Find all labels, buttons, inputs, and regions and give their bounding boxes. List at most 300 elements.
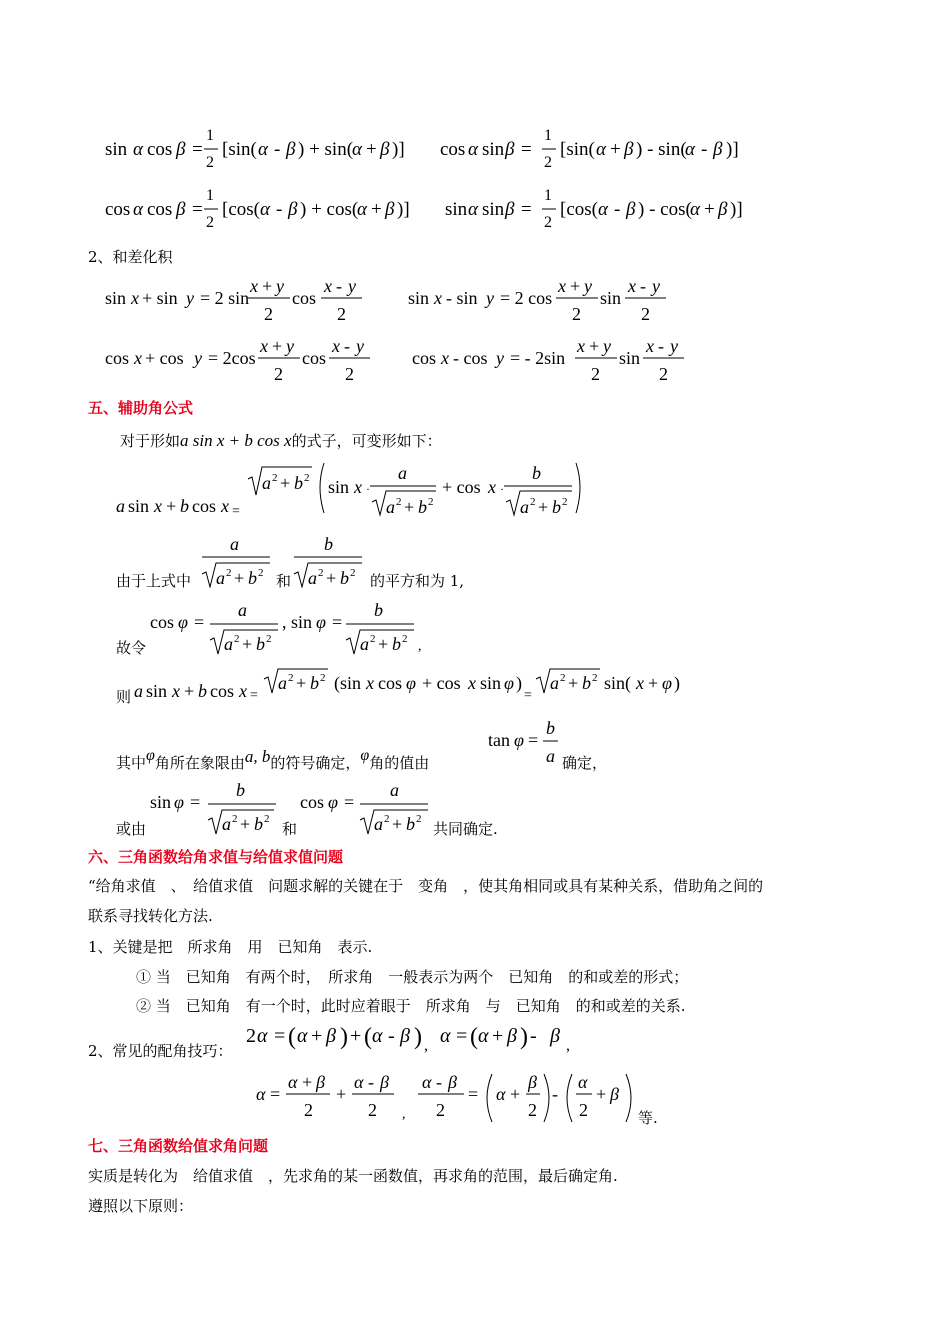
svg-text:=: = xyxy=(250,688,258,703)
svg-text:2: 2 xyxy=(560,672,566,684)
svg-text:+ cos: + cos xyxy=(442,477,481,497)
phi-symbol-2: φ xyxy=(360,747,370,764)
svg-text:+: + xyxy=(326,568,337,588)
svg-text:= 2 sin: = 2 sin xyxy=(200,288,250,308)
svg-text:x: x xyxy=(260,336,268,356)
svg-text:2: 2 xyxy=(206,214,214,231)
svg-text:=: = xyxy=(270,1084,281,1104)
section6-case-1: ① 当 已知角 有两个时， 所求角 一般表示为两个 已知角 的和或差的形式； xyxy=(136,968,689,986)
svg-text:y: y xyxy=(670,336,678,356)
svg-text:+: + xyxy=(492,1025,504,1047)
svg-text:=: = xyxy=(344,792,355,812)
svg-text:β: β xyxy=(385,199,395,220)
section-heading-auxiliary-angle: 五、辅助角公式 xyxy=(88,399,194,417)
svg-text:[sin(: [sin( xyxy=(560,139,595,160)
svg-text:a: a xyxy=(386,497,395,517)
svg-text:x: x xyxy=(646,336,654,356)
svg-text:α: α xyxy=(354,1072,364,1092)
svg-text:α: α xyxy=(260,199,270,220)
tan-phi-formula xyxy=(486,716,566,772)
svg-text:α: α xyxy=(422,1072,432,1092)
svg-text:+: + xyxy=(392,814,403,834)
svg-text:=: = xyxy=(528,730,539,750)
svg-text:+ cos: + cos xyxy=(145,348,184,368)
sin-phi-formula xyxy=(146,778,276,836)
svg-text:sin: sin xyxy=(146,681,168,701)
svg-text:-: - xyxy=(552,1084,558,1104)
svg-text:+: + xyxy=(302,1072,313,1092)
svg-text:2: 2 xyxy=(591,364,600,384)
svg-text:-: - xyxy=(436,1072,442,1092)
phi-symbol: φ xyxy=(146,747,155,764)
section6-paragraph-5: 2、常见的配角技巧： xyxy=(88,1042,233,1060)
svg-text:+: + xyxy=(568,673,579,693)
svg-text:2: 2 xyxy=(320,672,326,684)
svg-text:b: b xyxy=(418,497,427,517)
svg-text:-: - xyxy=(368,1072,374,1092)
svg-text:β: β xyxy=(176,199,186,220)
svg-text:b: b xyxy=(180,496,189,516)
svg-text:x: x xyxy=(239,681,247,701)
svg-text:φ: φ xyxy=(316,612,326,632)
section7-paragraph-1: 实质是转化为 给值求值 ，先求角的某一函数值，再求角的范围，最后确定角. xyxy=(88,1167,618,1185)
svg-text:b: b xyxy=(532,463,541,483)
svg-text:+: + xyxy=(538,497,549,517)
and-word: 和 xyxy=(276,572,292,590)
svg-text:sin: sin xyxy=(482,139,505,160)
svg-text:a: a xyxy=(390,780,399,800)
svg-text:2: 2 xyxy=(304,472,310,484)
svg-text:y: y xyxy=(584,276,592,296)
svg-text:2: 2 xyxy=(274,364,283,384)
svg-text:cos: cos xyxy=(412,348,436,368)
svg-text:) + sin(: ) + sin( xyxy=(298,139,354,160)
svg-text:-: - xyxy=(344,336,350,356)
svg-text:x: x xyxy=(441,348,449,368)
etc-word: 等. xyxy=(638,1109,658,1127)
svg-text:φ: φ xyxy=(504,673,514,693)
svg-text:1: 1 xyxy=(544,187,552,204)
svg-text:x: x xyxy=(636,673,644,693)
svg-text:2: 2 xyxy=(258,567,264,579)
auxiliary-angle-expansion xyxy=(110,455,610,525)
svg-text:b: b xyxy=(406,814,415,834)
svg-text:α: α xyxy=(352,139,362,160)
svg-text:x: x xyxy=(354,477,362,497)
svg-text:cos: cos xyxy=(105,348,129,368)
svg-text:cos: cos xyxy=(378,673,402,693)
svg-text:α: α xyxy=(598,199,608,220)
fraction-b-over-root xyxy=(290,532,370,588)
svg-text:x: x xyxy=(332,336,340,356)
svg-text:β: β xyxy=(176,139,186,160)
svg-text:2: 2 xyxy=(562,496,568,508)
svg-text:β: β xyxy=(505,199,515,220)
svg-text:β: β xyxy=(610,1084,619,1104)
a-b-symbols: a, b xyxy=(244,747,271,766)
section6-paragraph-1: “给角求值 、 给值求值 问题求解的关键在于 变角 ，使其角相同或具有某种关系，借助角之间的 xyxy=(88,877,764,895)
svg-text:+: + xyxy=(242,634,253,654)
svg-text:(: ( xyxy=(288,1024,296,1050)
svg-text:a: a xyxy=(550,673,559,693)
svg-text:,: , xyxy=(424,1037,428,1054)
svg-text:a: a xyxy=(520,497,529,517)
svg-text:-: - xyxy=(614,199,621,220)
svg-text:b: b xyxy=(546,718,555,738)
svg-text:, sin: , sin xyxy=(282,612,313,632)
svg-text:β: β xyxy=(448,1072,457,1092)
svg-text:= - 2sin: = - 2sin xyxy=(510,348,566,368)
svg-text:(: ( xyxy=(470,1024,478,1050)
svg-text:): ) xyxy=(414,1024,422,1050)
section6-paragraph-1b: 联系寻找转化方法. xyxy=(88,907,213,925)
svg-text:=: = xyxy=(521,199,532,220)
svg-text:=: = xyxy=(332,612,343,632)
svg-text:cos: cos xyxy=(292,288,316,308)
svg-text:+: + xyxy=(596,1084,607,1104)
svg-text:2: 2 xyxy=(659,364,668,384)
then-word: 则 xyxy=(116,688,132,706)
svg-text:β: β xyxy=(505,139,515,160)
svg-text:= 2cos: = 2cos xyxy=(208,348,256,368)
svg-text:[sin(: [sin( xyxy=(222,139,257,160)
svg-text:cos: cos xyxy=(300,792,324,812)
svg-text:2: 2 xyxy=(246,1025,256,1047)
svg-text:)]: )] xyxy=(726,139,739,160)
svg-text:y: y xyxy=(496,348,504,368)
svg-text:-: - xyxy=(530,1025,537,1047)
svg-text:)]: )] xyxy=(392,139,405,160)
svg-text:+: + xyxy=(404,497,415,517)
svg-text:α: α xyxy=(440,1025,451,1047)
svg-text:β: β xyxy=(326,1025,336,1047)
svg-text:b: b xyxy=(582,673,591,693)
svg-text:2: 2 xyxy=(402,633,408,645)
svg-text:φ: φ xyxy=(174,792,184,812)
svg-text:α: α xyxy=(478,1025,489,1047)
and-word-2: 和 xyxy=(282,820,298,838)
svg-text:+: + xyxy=(610,139,621,160)
svg-text:β: β xyxy=(718,199,728,220)
svg-text:α: α xyxy=(133,139,143,160)
svg-text:y: y xyxy=(356,336,364,356)
fraction-a-over-root xyxy=(198,532,278,588)
svg-text:x: x xyxy=(250,276,258,296)
svg-text:x: x xyxy=(366,673,374,693)
svg-text:)]: )] xyxy=(730,199,743,220)
svg-text:2: 2 xyxy=(436,1100,445,1120)
svg-text:a: a xyxy=(238,600,247,620)
svg-text:a: a xyxy=(116,496,125,516)
angle-technique-formula-1 xyxy=(244,1020,584,1056)
svg-text:y: y xyxy=(276,276,284,296)
svg-text:β: β xyxy=(316,1072,325,1092)
svg-text:α: α xyxy=(468,199,478,220)
svg-text:φ: φ xyxy=(406,673,416,693)
svg-text:2: 2 xyxy=(304,1100,313,1120)
cos-phi-formula xyxy=(296,778,432,836)
quadrant-mid: 角所在象限由 xyxy=(154,754,245,772)
svg-text:β: β xyxy=(380,1072,389,1092)
svg-text:2: 2 xyxy=(272,472,278,484)
svg-text:y: y xyxy=(348,276,356,296)
svg-text:+: + xyxy=(510,1084,521,1104)
svg-text:α: α xyxy=(258,139,268,160)
because-suffix: 的平方和为 1, xyxy=(370,572,465,590)
svg-text:sin: sin xyxy=(128,496,150,516)
svg-text:-: - xyxy=(276,199,283,220)
svg-text:=: = xyxy=(524,688,532,703)
svg-text:sin: sin xyxy=(328,477,350,497)
intro-line xyxy=(120,430,442,451)
svg-text:sin: sin xyxy=(480,673,502,693)
svg-text:2: 2 xyxy=(530,496,536,508)
svg-text:a: a xyxy=(216,568,225,588)
svg-text:)]: )] xyxy=(397,199,410,220)
svg-text:a: a xyxy=(134,681,143,701)
svg-text:=: = xyxy=(468,1084,479,1104)
svg-text:cos: cos xyxy=(192,496,216,516)
svg-text:-: - xyxy=(388,1025,395,1047)
intro-suffix: 的式子，可变形如下： xyxy=(291,432,442,450)
svg-text:-: - xyxy=(336,276,342,296)
svg-text:2: 2 xyxy=(544,214,552,231)
svg-text:b: b xyxy=(552,497,561,517)
svg-text:cos: cos xyxy=(302,348,326,368)
section-heading-angle-value: 六、三角函数给角求值与给值求值问题 xyxy=(88,848,344,866)
quadrant-mid2: 的符号确定， xyxy=(270,754,361,772)
svg-text:-: - xyxy=(274,139,281,160)
svg-text:x: x xyxy=(577,336,585,356)
svg-text:a: a xyxy=(262,473,271,493)
svg-text:2: 2 xyxy=(579,1100,588,1120)
svg-text:y: y xyxy=(286,336,294,356)
svg-text:·: · xyxy=(366,482,370,496)
svg-text:b: b xyxy=(374,600,383,620)
svg-text:b: b xyxy=(254,814,263,834)
svg-text:sin: sin xyxy=(408,288,430,308)
svg-text:+: + xyxy=(648,673,659,693)
svg-text:cos: cos xyxy=(147,139,173,160)
svg-text:φ: φ xyxy=(662,673,672,693)
svg-text:2: 2 xyxy=(337,304,346,324)
svg-text:): ) xyxy=(340,1024,348,1050)
svg-text:x: x xyxy=(172,681,180,701)
svg-text:2: 2 xyxy=(226,567,232,579)
svg-text:[cos(: [cos( xyxy=(560,199,598,220)
svg-text:a: a xyxy=(224,634,233,654)
svg-text:2: 2 xyxy=(528,1100,537,1120)
svg-text:y: y xyxy=(194,348,202,368)
svg-text:b: b xyxy=(392,634,401,654)
svg-text:2: 2 xyxy=(572,304,581,324)
svg-text:b: b xyxy=(340,568,349,588)
svg-text:) - cos(: ) - cos( xyxy=(638,199,692,220)
product-to-sum-formulas xyxy=(100,122,820,237)
svg-text:sin: sin xyxy=(105,139,128,160)
svg-text:2: 2 xyxy=(288,672,294,684)
svg-text:2: 2 xyxy=(264,813,270,825)
svg-text:a: a xyxy=(308,568,317,588)
svg-text:α: α xyxy=(685,139,695,160)
svg-text:a: a xyxy=(278,673,287,693)
then-formula xyxy=(130,665,690,705)
svg-text:+: + xyxy=(311,1025,323,1047)
svg-text:,: , xyxy=(402,1107,406,1122)
svg-text:y: y xyxy=(486,288,494,308)
svg-text:[cos(: [cos( xyxy=(222,199,260,220)
svg-text:α: α xyxy=(133,199,143,220)
svg-text:β: β xyxy=(550,1025,560,1047)
svg-text:x: x xyxy=(558,276,566,296)
svg-text:sin: sin xyxy=(619,348,641,368)
svg-text:β: β xyxy=(286,139,296,160)
svg-text:α: α xyxy=(578,1072,588,1092)
svg-text:2: 2 xyxy=(641,304,650,324)
sum-to-product-title: 2、和差化积 xyxy=(88,248,173,266)
svg-text:+: + xyxy=(272,336,283,356)
svg-text:2: 2 xyxy=(428,496,434,508)
svg-text:2: 2 xyxy=(232,813,238,825)
svg-text:2: 2 xyxy=(384,813,390,825)
svg-text:2: 2 xyxy=(370,633,376,645)
svg-text:2: 2 xyxy=(350,567,356,579)
svg-text:x: x xyxy=(221,496,229,516)
svg-text:): ) xyxy=(520,1024,528,1050)
svg-text:φ: φ xyxy=(178,612,188,632)
svg-text:sin: sin xyxy=(482,199,505,220)
svg-text:=: = xyxy=(521,139,532,160)
svg-text:=: = xyxy=(192,139,203,160)
svg-text:x: x xyxy=(131,288,139,308)
svg-text:+: + xyxy=(280,473,291,493)
svg-text:β: β xyxy=(288,199,298,220)
or-by: 或由 xyxy=(116,820,147,838)
svg-text:2: 2 xyxy=(264,304,273,324)
svg-text:): ) xyxy=(674,673,680,693)
svg-text:x: x xyxy=(488,477,496,497)
svg-text:b: b xyxy=(198,681,207,701)
svg-text:β: β xyxy=(507,1025,517,1047)
svg-text:b: b xyxy=(310,673,319,693)
svg-text:): ) xyxy=(516,673,522,693)
svg-text:b: b xyxy=(294,473,303,493)
svg-text:=: = xyxy=(232,504,240,519)
svg-text:·: · xyxy=(500,482,504,496)
svg-text:φ: φ xyxy=(328,792,338,812)
svg-text:β: β xyxy=(380,139,390,160)
svg-text:(: ( xyxy=(364,1024,372,1050)
svg-text:) + cos(: ) + cos( xyxy=(300,199,359,220)
svg-text:β: β xyxy=(624,139,634,160)
svg-text:α: α xyxy=(372,1025,383,1047)
svg-text:2: 2 xyxy=(345,364,354,384)
svg-text:sin: sin xyxy=(445,199,468,220)
svg-text:α: α xyxy=(297,1025,308,1047)
svg-text:,: , xyxy=(418,639,422,654)
svg-text:2: 2 xyxy=(592,672,598,684)
svg-text:α: α xyxy=(690,199,700,220)
svg-text:β: β xyxy=(713,139,723,160)
angle-technique-formula-2 xyxy=(252,1066,642,1126)
svg-text:2: 2 xyxy=(416,813,422,825)
svg-text:tan: tan xyxy=(488,730,510,750)
section6-case-2: ② 当 已知角 有一个时，此时应着眼于 所求角 与 已知角 的和或差的关系. xyxy=(136,997,686,1015)
svg-text:sin: sin xyxy=(105,288,127,308)
svg-text:+ sin: + sin xyxy=(142,288,178,308)
svg-text:2: 2 xyxy=(318,567,324,579)
quadrant-line xyxy=(116,747,430,773)
svg-text:=: = xyxy=(274,1025,286,1047)
svg-text:=: = xyxy=(194,612,205,632)
let-cos-sin-phi xyxy=(146,598,436,658)
svg-text:+: + xyxy=(589,336,600,356)
svg-text:+: + xyxy=(336,1084,347,1104)
svg-text:cos: cos xyxy=(210,681,234,701)
svg-text:y: y xyxy=(186,288,194,308)
svg-text:a: a xyxy=(398,463,407,483)
intro-prefix: 对于形如 xyxy=(120,432,181,450)
svg-text:φ: φ xyxy=(514,730,524,750)
svg-text:b: b xyxy=(236,780,245,800)
svg-text:x: x xyxy=(434,288,442,308)
svg-text:β: β xyxy=(400,1025,410,1047)
svg-text:1: 1 xyxy=(206,187,214,204)
svg-text:x: x xyxy=(468,673,476,693)
let-word: 故令 xyxy=(116,639,147,657)
svg-text:2: 2 xyxy=(544,154,552,171)
svg-text:2: 2 xyxy=(396,496,402,508)
svg-text:+: + xyxy=(234,568,245,588)
svg-text:+: + xyxy=(184,681,195,701)
jointly-determined: 共同确定. xyxy=(433,820,498,838)
svg-text:x: x xyxy=(324,276,332,296)
svg-text:+: + xyxy=(366,139,377,160)
section-heading-find-angle: 七、三角函数给值求角问题 xyxy=(88,1137,269,1155)
svg-text:+: + xyxy=(166,496,177,516)
svg-text:α: α xyxy=(257,1025,268,1047)
svg-text:cos: cos xyxy=(147,199,173,220)
svg-text:cos: cos xyxy=(105,199,131,220)
quadrant-prefix: 其中 xyxy=(116,754,147,772)
svg-text:x: x xyxy=(154,496,162,516)
svg-text:α: α xyxy=(256,1084,266,1104)
svg-text:+: + xyxy=(704,199,715,220)
svg-text:+: + xyxy=(371,199,382,220)
svg-text:sin: sin xyxy=(600,288,622,308)
svg-text:=: = xyxy=(456,1025,468,1047)
svg-text:2: 2 xyxy=(368,1100,377,1120)
svg-text:=: = xyxy=(192,199,203,220)
svg-text:- cos: - cos xyxy=(453,348,488,368)
svg-text:b: b xyxy=(248,568,257,588)
quadrant-mid3: 角的值由 xyxy=(369,754,430,772)
svg-text:= 2 cos: = 2 cos xyxy=(500,288,553,308)
svg-text:b: b xyxy=(256,634,265,654)
svg-text:,: , xyxy=(566,1037,570,1054)
svg-text:-: - xyxy=(640,276,646,296)
svg-text:β: β xyxy=(626,199,636,220)
svg-text:1: 1 xyxy=(206,127,214,144)
svg-text:α: α xyxy=(496,1084,506,1104)
intro-expression: a sin x + b cos x xyxy=(180,431,292,450)
svg-text:β: β xyxy=(528,1072,537,1092)
svg-text:(sin: (sin xyxy=(334,673,361,693)
svg-text:=: = xyxy=(190,792,201,812)
svg-text:1: 1 xyxy=(544,127,552,144)
svg-text:+: + xyxy=(240,814,251,834)
section7-paragraph-2: 遵照以下原则： xyxy=(88,1197,194,1215)
